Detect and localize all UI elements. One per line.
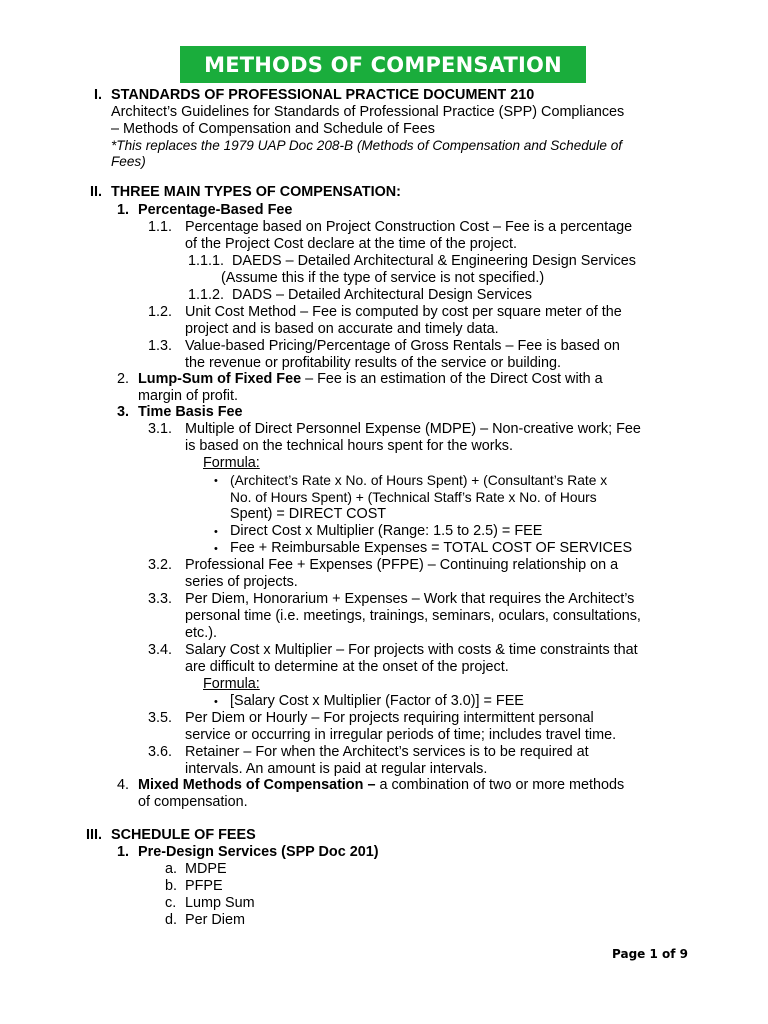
item-number: 2.	[117, 371, 130, 387]
list-item: Lump Sum	[185, 895, 255, 911]
formula-label: Formula:	[203, 455, 260, 471]
body-line: etc.).	[185, 625, 217, 641]
section-number: II.	[90, 184, 102, 200]
body-line: Per Diem, Honorarium + Expenses – Work that requires the Architect’s	[185, 591, 635, 607]
formula-line: (Architect’s Rate x No. of Hours Spent) + (Consultant’s Rate x	[230, 473, 608, 488]
body-line: DAEDS – Detailed Architectural & Engineering Design Services	[232, 253, 636, 269]
bullet: •	[214, 696, 218, 708]
body-line	[138, 777, 624, 794]
body-line: Unit Cost Method – Fee is computed by cost per square meter of the	[185, 304, 622, 320]
body-line: Architect’s Guidelines for Standards of Professional Practice (SPP) Compliances	[111, 104, 625, 120]
body-text: – Fee is an estimation of the Direct Cost with a	[301, 371, 603, 387]
item-number: 1.	[117, 844, 130, 860]
list-marker: c.	[165, 895, 177, 911]
section-heading: SCHEDULE OF FEES	[111, 827, 256, 843]
item-number: 3.6.	[148, 744, 173, 760]
page-number: Page 1 of 9	[612, 947, 688, 961]
item-number: 1.	[117, 202, 130, 218]
body-text: a combination of two or more methods	[375, 777, 625, 793]
item-number: 3.1.	[148, 421, 173, 437]
item-title: Mixed Methods of Compensation –	[138, 777, 376, 793]
item-number: 3.5.	[148, 710, 173, 726]
list-item: Per Diem	[185, 912, 245, 928]
body-line: Multiple of Direct Personnel Expense (MDPE) – Non-creative work; Fee	[185, 421, 641, 437]
body-line: DADS – Detailed Architectural Design Services	[232, 287, 532, 303]
formula-line: [Salary Cost x Multiplier (Factor of 3.0)] = FEE	[230, 693, 524, 709]
body-line: service or occurring in irregular periods of time; includes travel time.	[185, 727, 617, 743]
list-item: MDPE	[185, 861, 227, 877]
list-marker: d.	[165, 912, 178, 928]
item-number: 3.4.	[148, 642, 173, 658]
body-line: are difficult to determine at the onset of the project.	[185, 659, 509, 675]
item-title: Pre-Design Services (SPP Doc 201)	[138, 844, 379, 860]
note-line: Fees)	[111, 154, 146, 169]
section-heading: THREE MAIN TYPES OF COMPENSATION:	[111, 184, 401, 200]
formula-line: No. of Hours Spent) + (Technical Staff’s Rate x No. of Hours	[230, 490, 597, 505]
note-line: *This replaces the 1979 UAP Doc 208-B (Methods of Compensation and Schedule of	[111, 138, 623, 153]
formula-line: Spent) = DIRECT COST	[230, 506, 387, 522]
body-line: series of projects.	[185, 574, 298, 590]
item-number: 3.	[117, 404, 130, 420]
item-title: Time Basis Fee	[138, 404, 243, 420]
body-line: Professional Fee + Expenses (PFPE) – Continuing relationship on a	[185, 557, 619, 573]
item-number: 1.1.2.	[188, 287, 225, 303]
item-number: 1.1.	[148, 219, 173, 235]
body-line: of compensation.	[138, 794, 248, 810]
item-number: 1.2.	[148, 304, 173, 320]
body-line: project and is based on accurate and timely data.	[185, 321, 499, 337]
bullet: •	[214, 526, 218, 538]
body-line: margin of profit.	[138, 388, 238, 404]
body-line: – Methods of Compensation and Schedule of Fees	[111, 121, 435, 137]
item-number: 3.3.	[148, 591, 173, 607]
body-line: Retainer – For when the Architect’s services is to be required at	[185, 744, 589, 760]
page-title: METHODS OF COMPENSATION	[204, 52, 562, 77]
body-line: Percentage based on Project Construction Cost – Fee is a percentage	[185, 219, 633, 235]
item-title: Lump-Sum of Fixed Fee	[138, 371, 302, 387]
bullet: •	[214, 475, 218, 487]
list-marker: b.	[165, 878, 178, 894]
list-item: PFPE	[185, 878, 223, 894]
body-line: (Assume this if the type of service is not specified.)	[221, 270, 545, 286]
body-line: personal time (i.e. meetings, trainings, seminars, oculars, consultations,	[185, 608, 641, 624]
item-number: 3.2.	[148, 557, 173, 573]
item-number: 1.3.	[148, 338, 173, 354]
bullet: •	[214, 543, 218, 555]
section-number: III.	[86, 827, 102, 843]
body-line: intervals. An amount is paid at regular intervals.	[185, 761, 488, 777]
item-number: 1.1.1.	[188, 253, 225, 269]
page-title-banner	[180, 46, 586, 83]
list-marker: a.	[165, 861, 178, 877]
body-line: Salary Cost x Multiplier – For projects with costs & time constraints that	[185, 642, 638, 658]
body-line: Per Diem or Hourly – For projects requiring intermittent personal	[185, 710, 594, 726]
body-line: Value-based Pricing/Percentage of Gross Rentals – Fee is based on	[185, 338, 620, 354]
body-line: of the Project Cost declare at the time of the project.	[185, 236, 517, 252]
formula-line: Fee + Reimbursable Expenses = TOTAL COST OF SERVICES	[230, 540, 633, 556]
item-number: 4.	[117, 777, 130, 793]
section-heading: STANDARDS OF PROFESSIONAL PRACTICE DOCUMENT 210	[111, 87, 535, 103]
formula-line: Direct Cost x Multiplier (Range: 1.5 to 2.5) = FEE	[230, 523, 543, 539]
body-line: the revenue or profitability results of the service or building.	[185, 355, 561, 371]
section-number: I.	[94, 87, 102, 103]
body-line	[138, 371, 603, 388]
formula-label: Formula:	[203, 676, 260, 692]
body-line: is based on the technical hours spent for the works.	[185, 438, 513, 454]
item-title: Percentage-Based Fee	[138, 202, 293, 218]
